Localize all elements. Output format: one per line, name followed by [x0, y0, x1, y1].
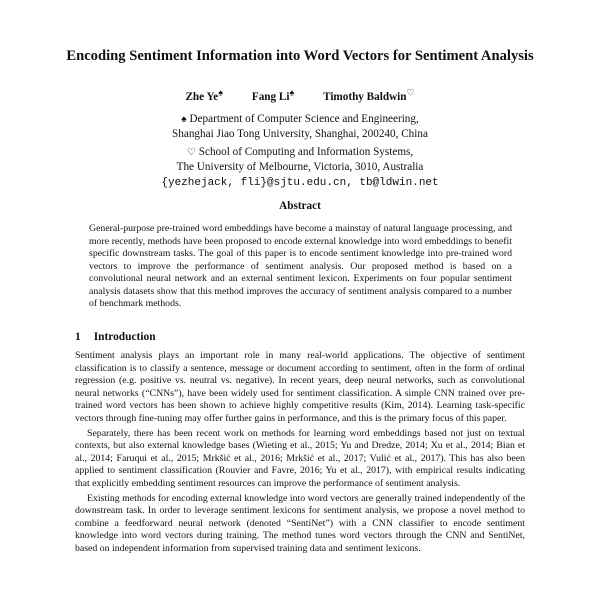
author-name: Zhe Ye — [185, 91, 219, 103]
section-heading-introduction — [75, 330, 535, 344]
affiliation-school: School of Computing and Information Systems, — [198, 146, 414, 158]
affiliation-address: Shanghai Jiao Tong University, Shanghai, 200240, China — [172, 128, 428, 140]
author-zhe-ye — [185, 87, 224, 104]
section-number: 1 — [75, 331, 81, 343]
author-name: Timothy Baldwin — [323, 91, 407, 103]
spade-mark-icon: ♠ — [289, 87, 295, 98]
body-paragraph: Sentiment analysis plays an important role in many real-world applications. The objective of sentiment classification is to classify a sentence, message or document according to sentiment, often in the form of ordinal regression (e.g. positive vs. neutral vs. negative). In recent years, deep neural networks, such as convolutional neural networks (“CNNs”), have been widely used for sentiment classification. A simple CNN trained over pre-trained word vectors has been shown to achieve highly competitive results (Kim, 2014). Learning task-specific vectors through fine-tuning may offer further gains in performance, and this is the primary focus of this paper. — [75, 350, 525, 424]
affiliation-address: The University of Melbourne, Victoria, 3010, Australia — [176, 161, 424, 173]
affiliation-sjtu — [40, 112, 560, 141]
author-name: Fang Li — [251, 91, 290, 103]
affiliation-melbourne — [40, 145, 560, 174]
author-emails: {yezhejack, fli}@sjtu.edu.cn, tb@ldwin.net — [161, 177, 439, 189]
heart-mark-icon: ♡ — [406, 87, 415, 98]
body-paragraph: Existing methods for encoding external knowledge into word vectors are generally trained independently of the downstream task. In order to leverage sentiment lexicons for sentiment analysis, we propose a novel method to combine a feedforward neural network (denoted “SentiNet”) with a CNN classifier to encode sentiment knowledge into word vectors during training. The method tunes word vectors through the CNN and SentiNet, based on independent information from supervised training data and sentiment lexicons. — [75, 492, 525, 554]
abstract-heading: Abstract — [279, 200, 321, 212]
affiliation-line — [40, 112, 560, 127]
author-timothy-baldwin — [323, 87, 415, 104]
abstract-text: General-purpose pre-trained word embeddings have become a mainstay of natural language processing, and more recently, methods have been proposed to encode external knowledge into word embeddings to benefit specific downstream tasks. The goal of this paper is to encode sentiment knowledge into pre-trained word vectors to improve the performance of sentiment analysis. Our proposed method is based on a convolutional neural network and an external sentiment lexicon. Experiments on four popular sentiment analysis datasets show that this method improves the accuracy of sentiment analysis compared to a number of benchmark methods. — [89, 223, 513, 309]
author-list — [40, 87, 560, 104]
introduction-body — [75, 350, 525, 558]
affiliation-line — [40, 145, 560, 160]
section-title: Introduction — [93, 331, 156, 343]
spade-mark-icon: ♠ — [181, 114, 187, 125]
heart-mark-icon: ♡ — [186, 147, 196, 158]
author-fang-li — [251, 87, 295, 104]
paper-title: Encoding Sentiment Information into Word Vectors for Sentiment Analysis — [66, 48, 534, 64]
spade-mark-icon: ♠ — [218, 87, 224, 98]
affiliation-department: Department of Computer Science and Engineering, — [189, 113, 419, 125]
body-paragraph: Separately, there has been recent work on methods for learning word embeddings based not just on textual contexts, but also external knowledge bases (Wieting et al., 2015; Yu and Dredze, 2014; Xu et al., 2014; Bian et al., 2014; Faruqui et al., 2015; Mrkšić et al., 2016; Mrkšić et al., 2017; Vulić et al., 2017). This has also been applied to sentiment classification (Rouvier and Favre, 2016; Yu et al., 2017), with empirical results indicating that explicitly embedding sentiment resources can improve the performance of sentiment analysis. — [75, 427, 525, 489]
